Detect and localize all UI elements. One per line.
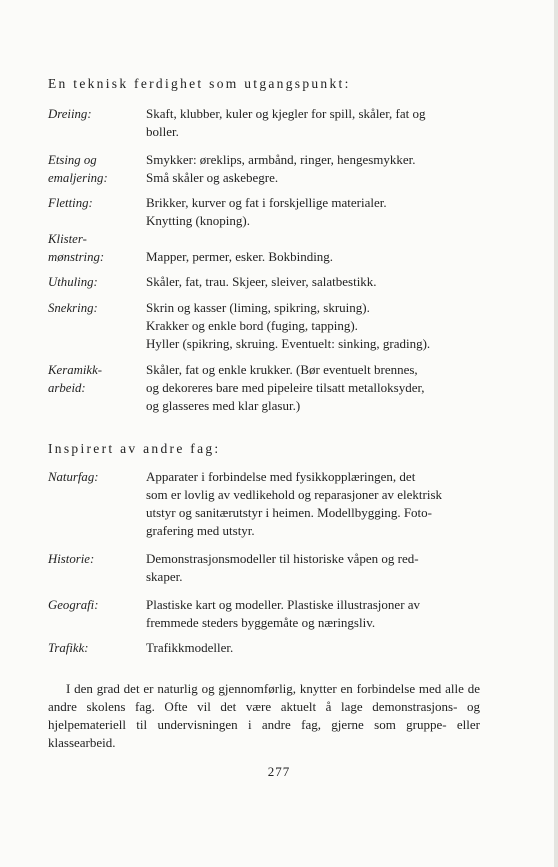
description-line: Skrin og kasser (liming, spikring, skruing).: [146, 300, 370, 315]
description-line: Demonstrasjonsmodeller til historiske våpen og red-: [146, 551, 419, 566]
entry-description: [146, 105, 478, 141]
description-line: skaper.: [146, 569, 183, 584]
entry-term: Snekring:: [48, 301, 98, 315]
description-line: Hyller (spikring, skruing. Eventuelt: sinking, grading).: [146, 336, 431, 351]
closing-paragraph: I den grad det er naturlig og gjennomførlig, knytter en forbindelse med alle de andre skolens fag. Ofte vil det være aktuelt å lage demonstrasjons- og hjelpemateriell til undervisningen i andre fag, gjerne som gruppe- eller klassearbeid.: [48, 681, 480, 750]
entry-term: Fletting:: [48, 196, 93, 210]
description-line: Knytting (knoping).: [146, 213, 250, 228]
entry-description: [146, 151, 478, 187]
section-heading-technique: En teknisk ferdighet som utgangspunkt:: [48, 76, 351, 91]
entry-term: Historie:: [48, 552, 95, 566]
description-line: Små skåler og askebegre.: [146, 170, 279, 185]
description-line: Skåler, fat, trau. Skjeer, sleiver, salatbestikk.: [146, 274, 377, 289]
entry-term: Klister- mønstring:: [48, 232, 105, 264]
description-line: som er lovlig av vedlikehold og reparasjoner av elektrisk: [146, 487, 443, 502]
description-line: Skaft, klubber, kuler og kjegler for spill, skåler, fat og: [146, 106, 426, 121]
entry-term: Geografi:: [48, 598, 99, 612]
entry-term: Uthuling:: [48, 275, 98, 289]
description-line: Brikker, kurver og fat i forskjellige materialer.: [146, 195, 387, 210]
entry-term: Trafikk:: [48, 641, 89, 655]
page-number: 277: [267, 764, 291, 779]
description-line: og dekoreres bare med pipeleire tilsatt metalloksyder,: [146, 380, 425, 395]
entry-term: Dreiing:: [48, 107, 92, 121]
description-line: Trafikkmodeller.: [146, 640, 234, 655]
description-line: Smykker: øreklips, armbånd, ringer, hengesmykker.: [146, 152, 416, 167]
description-line: Plastiske kart og modeller. Plastiske illustrasjoner av: [146, 597, 421, 612]
description-line: Mapper, permer, esker. Bokbinding.: [146, 249, 334, 264]
entry-description: [146, 273, 478, 291]
description-line: Krakker og enkle bord (fuging, tapping).: [146, 318, 358, 333]
entry-description: [146, 194, 478, 230]
entry-description: [146, 639, 478, 657]
description-line: fremmede steders byggemåte og næringsliv.: [146, 615, 376, 630]
entry-description: [146, 550, 478, 586]
description-line: boller.: [146, 124, 179, 139]
description-line: og glasseres med klar glasur.): [146, 398, 301, 413]
entry-description: [146, 248, 478, 266]
description-line: Skåler, fat og enkle krukker. (Bør eventuelt brennes,: [146, 362, 418, 377]
description-line: Apparater i forbindelse med fysikkopplæringen, det: [146, 469, 416, 484]
entry-term: Naturfag:: [48, 470, 99, 484]
entry-description: [146, 596, 478, 632]
entry-term: Keramikk- arbeid:: [48, 363, 103, 395]
section-heading-other-subjects: Inspirert av andre fag:: [48, 441, 221, 456]
page-edge: [554, 0, 558, 867]
description-line: utstyr og sanitærutstyr i heimen. Modellbygging. Foto-: [146, 505, 432, 520]
entry-description: [146, 361, 478, 415]
entry-description: [146, 468, 478, 540]
description-line: grafering med utstyr.: [146, 523, 255, 538]
entry-term: Etsing og emaljering:: [48, 153, 108, 185]
entry-description: [146, 299, 478, 353]
